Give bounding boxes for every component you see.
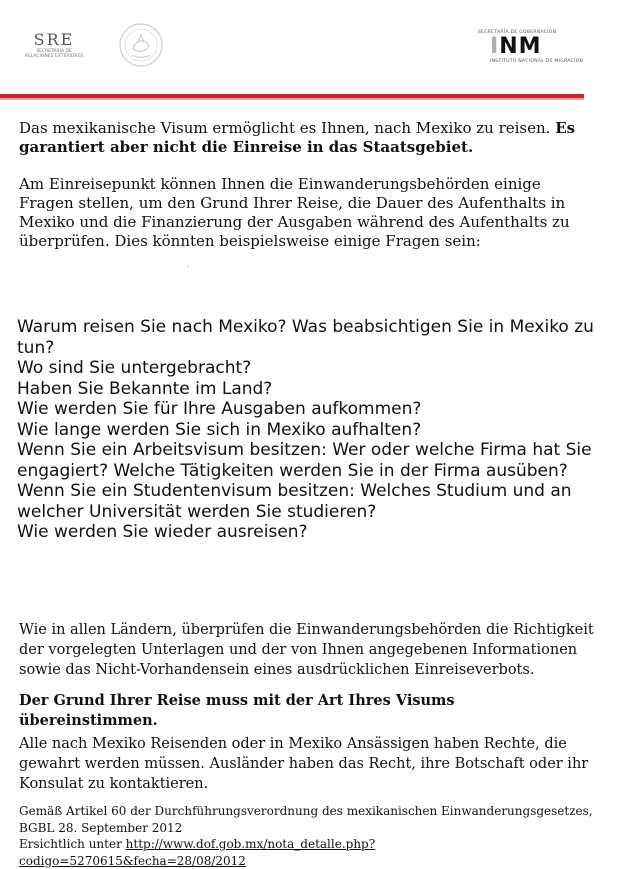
sre-logo-text: SRE xyxy=(33,30,75,49)
sre-logo xyxy=(14,30,94,59)
inm-logo-subtitle: INSTITUTO NACIONAL DE MIGRACIÓN xyxy=(490,59,584,64)
source-prefix: Ersichtlich unter xyxy=(19,837,126,851)
legal-footer xyxy=(19,803,594,869)
question-item: Wie lange werden Sie sich in Mexiko aufhalten? xyxy=(17,419,422,440)
document-verification-paragraph: Wie in allen Ländern, überprüfen die Einwanderungsbehörden die Richtigkeit der vorgelegten Unterlagen und der von Ihnen angegebenen Informationen sowie das Nicht-Vorhandensein eines ausdrücklichen Einreiseverbots. xyxy=(19,622,594,678)
source-link[interactable]: http://www.dof.gob.mx/nota_detalle.php?codigo=5270615&fecha=28/08/2012 xyxy=(19,837,376,868)
visa-purpose-statement: Der Grund Ihrer Reise muss mit der Art Ihres Visums übereinstimmen. xyxy=(19,692,455,729)
question-item: Wenn Sie ein Studentenvisum besitzen: Welches Studium und an welcher Universität werden Sie studieren? xyxy=(17,481,572,522)
legal-citation: Gemäß Artikel 60 der Durchführungsverordnung des mexikanischen Einwanderungsgesetzes, BGBL 28. September 2012 xyxy=(19,804,593,835)
sre-logo-subtitle: SECRETARÍA DE RELACIONES EXTERIORES xyxy=(24,49,84,59)
source-line xyxy=(19,836,594,869)
question-item: Haben Sie Bekannte im Land? xyxy=(17,378,273,399)
intro-paragraph xyxy=(19,119,591,157)
question-list xyxy=(17,317,597,543)
question-item: Wie werden Sie für Ihre Ausgaben aufkommen? xyxy=(17,399,422,419)
question-item: Wo sind Sie untergebracht? xyxy=(17,358,252,378)
intro-text: Das mexikanische Visum ermöglicht es Ihnen, nach Mexiko zu reisen. xyxy=(19,119,556,137)
question-item: Wenn Sie ein Arbeitsvisum besitzen: Wer oder welche Firma hat Sie engagiert? Welche Tätigkeiten werden Sie in der Firma ausüben? xyxy=(17,440,592,481)
inm-logo-mark: INM xyxy=(490,34,542,59)
inm-logo xyxy=(478,30,588,64)
question-item: Warum reisen Sie nach Mexiko? Was beabsichtigen Sie in Mexiko zu tun? xyxy=(17,317,594,358)
inm-logo-top-text: SECRETARÍA DE GOBERNACIÓN xyxy=(478,30,557,35)
question-item: Wie werden Sie wieder ausreisen? xyxy=(17,522,308,542)
entry-questions-intro: Am Einreisepunkt können Ihnen die Einwanderungsbehörden einige Fragen stellen, um den Grund Ihrer Reise, die Dauer des Aufenthalts in Mexiko und die Finanzierung der Ausgaben während des Aufenthalts zu überprüfen. Dies könnten beispielsweise einige Fragen sein: xyxy=(19,175,570,250)
header-red-rule-shadow xyxy=(0,98,584,100)
mexican-coat-of-arms-icon xyxy=(118,22,164,68)
intro-warning: Es garantiert aber nicht die Einreise in das Staatsgebiet. xyxy=(19,119,576,156)
letterhead xyxy=(0,0,620,100)
rights-paragraph: Alle nach Mexiko Reisenden oder in Mexiko Ansässigen haben Rechte, die gewahrt werden müssen. Ausländer haben das Recht, ihre Botschaft oder ihr Konsulat zu kontaktieren. xyxy=(19,736,589,792)
scan-speck xyxy=(187,266,189,267)
